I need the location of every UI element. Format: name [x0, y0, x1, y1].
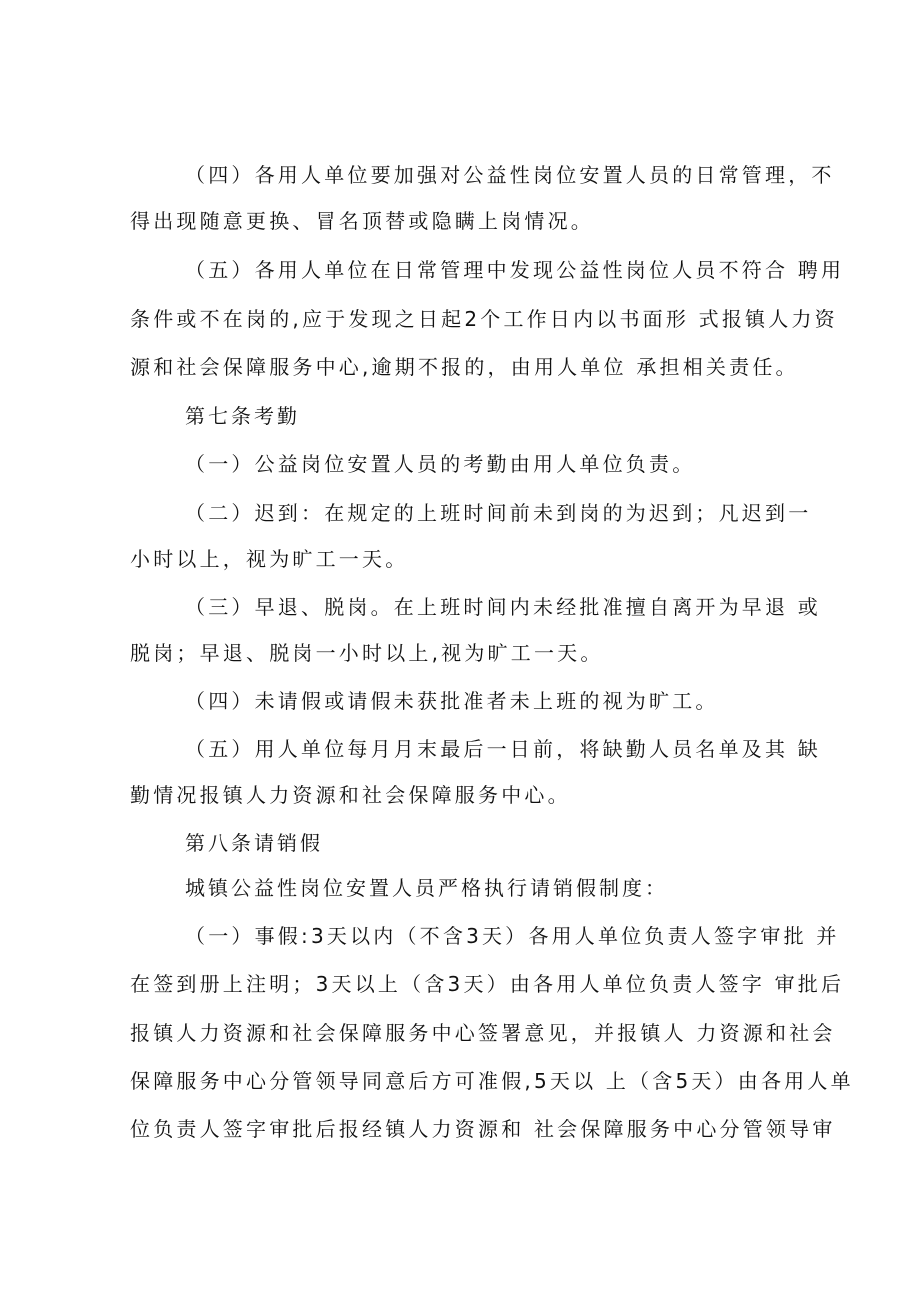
paragraph-line: 脱岗；早退、脱岗一小时以上,视为旷工一天。 — [130, 641, 604, 665]
paragraph-line: （一）事假:3天以内（不含3天）各用人单位负责人签字审批 并 — [185, 924, 840, 948]
paragraph-line: （三）早退、脱岗。在上班时间内未经批准擅自离开为早退 或 — [185, 595, 821, 619]
section-heading: 第八条请销假 — [185, 831, 323, 855]
paragraph-line: 得出现随意更换、冒名顶替或隐瞒上岗情况。 — [130, 209, 594, 233]
paragraph-line: （五）各用人单位在日常管理中发现公益性岗位人员不符合 聘用 — [185, 258, 845, 282]
paragraph-line: 位负责人签字审批后报经镇人力资源和 社会保障服务中心分管领导审 — [130, 1117, 836, 1141]
paragraph-line: （二）迟到：在规定的上班时间前未到岗的为迟到；凡迟到一 — [185, 501, 812, 525]
paragraph-line: 源和社会保障服务中心,逾期不报的，由用人单位 承担相关责任。 — [130, 355, 799, 379]
paragraph-line: （四）各用人单位要加强对公益性岗位安置人员的日常管理，不 — [185, 163, 835, 187]
paragraph-line: 小时以上，视为旷工一天。 — [130, 547, 409, 571]
paragraph-line: 勤情况报镇人力资源和社会保障服务中心。 — [130, 783, 571, 807]
paragraph-line: 报镇人力资源和社会保障服务中心签署意见，并报镇人 力资源和社会 — [130, 1021, 836, 1045]
paragraph-line: 保障服务中心分管领导同意后方可准假,5天以 上（含5天）由各用人单 — [130, 1069, 854, 1093]
paragraph-line: 在签到册上注明；3天以上（含3天）由各用人单位负责人签字 审批后 — [130, 972, 845, 996]
paragraph-line: （四）未请假或请假未获批准者未上班的视为旷工。 — [185, 689, 719, 713]
section-heading: 第七条考勤 — [185, 404, 300, 428]
paragraph-line: 条件或不在岗的,应于发现之日起2个工作日内以书面形 式报镇人力资 — [130, 307, 838, 331]
paragraph-line: 城镇公益性岗位安置人员严格执行请销假制度： — [185, 876, 668, 900]
paragraph-line: （五）用人单位每月月末最后一日前，将缺勤人员名单及其 缺 — [185, 737, 821, 761]
paragraph-line: （一）公益岗位安置人员的考勤由用人单位负责。 — [185, 452, 696, 476]
